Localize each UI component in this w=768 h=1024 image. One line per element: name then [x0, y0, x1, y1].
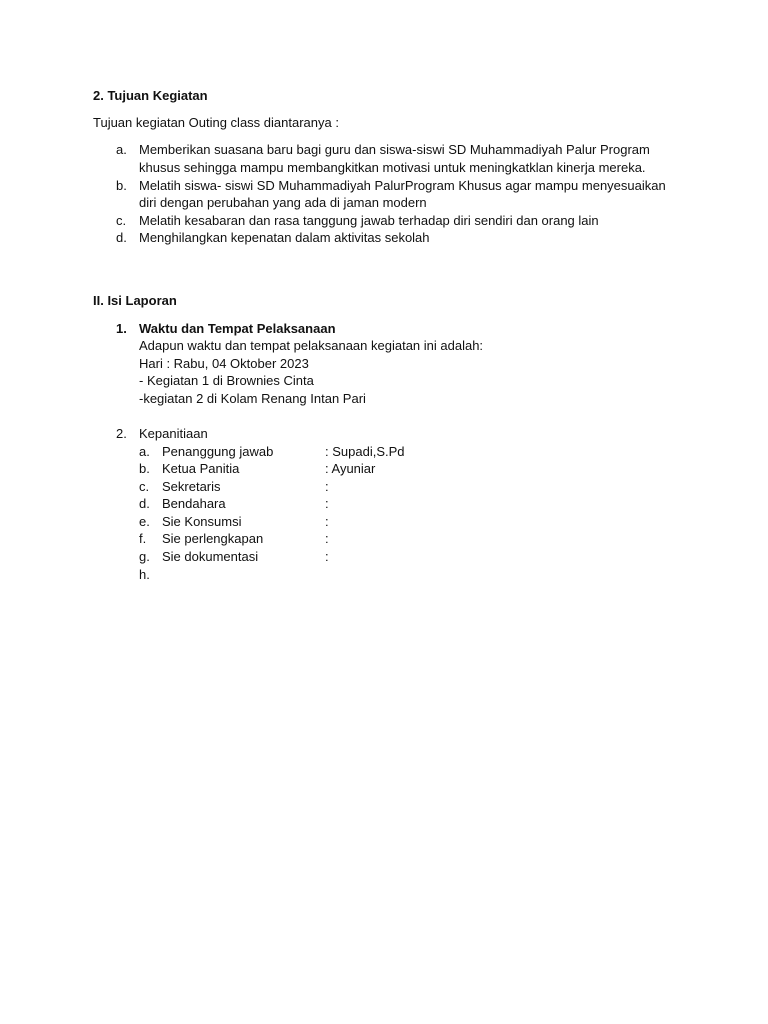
tujuan-intro: Tujuan kegiatan Outing class diantaranya :: [93, 115, 339, 130]
list-marker: b.: [116, 178, 127, 193]
committee-value: :: [325, 531, 329, 546]
list-item-text: Memberikan suasana baru bagi guru dan siswa-siswi SD Muhammadiyah Palur Program: [139, 142, 650, 157]
committee-role: Bendahara: [162, 496, 226, 511]
list-marker: 1.: [116, 321, 127, 336]
list-item-text: Melatih kesabaran dan rasa tanggung jawab terhadap diri sendiri dan orang lain: [139, 213, 599, 228]
list-marker: c.: [139, 479, 150, 494]
waktu-line: Hari : Rabu, 04 Oktober 2023: [139, 356, 309, 371]
section-heading-tujuan: 2. Tujuan Kegiatan: [93, 88, 208, 103]
committee-role: Sie Konsumsi: [162, 514, 242, 529]
list-item-text: diri dengan perubahan yang ada di jaman modern: [139, 195, 427, 210]
waktu-line: -kegiatan 2 di Kolam Renang Intan Pari: [139, 391, 366, 406]
committee-role: Ketua Panitia: [162, 461, 240, 476]
committee-role: Sekretaris: [162, 479, 221, 494]
committee-value: :: [325, 496, 329, 511]
list-marker: a.: [116, 142, 127, 157]
list-marker: b.: [139, 461, 150, 476]
committee-value: :: [325, 479, 329, 494]
committee-role: Sie dokumentasi: [162, 549, 259, 564]
list-marker: f.: [139, 531, 147, 546]
list-marker: g.: [139, 549, 150, 564]
committee-value: :: [325, 549, 329, 564]
committee-role: Penanggung jawab: [162, 444, 274, 459]
list-item-text: Menghilangkan kepenatan dalam aktivitas sekolah: [139, 230, 430, 245]
section-heading-isi-laporan: II. Isi Laporan: [93, 293, 177, 308]
list-item-text: khusus sehingga mampu membangkitkan motivasi untuk meningkatklan kinerja mereka.: [139, 160, 646, 175]
list-item-text: Melatih siswa- siswi SD Muhammadiyah PalurProgram Khusus agar mampu menyesuaikan: [139, 178, 666, 193]
list-marker: h.: [139, 567, 150, 582]
committee-value: :: [325, 514, 329, 529]
committee-role: Sie perlengkapan: [162, 531, 264, 546]
subsection-title-kepanitiaan: Kepanitiaan: [139, 426, 208, 441]
subsection-title-waktu: Waktu dan Tempat Pelaksanaan: [139, 321, 336, 336]
list-marker: c.: [116, 213, 127, 228]
waktu-line: - Kegiatan 1 di Brownies Cinta: [139, 373, 314, 388]
list-marker: e.: [139, 514, 150, 529]
committee-value: : Ayuniar: [325, 461, 376, 476]
waktu-line: Adapun waktu dan tempat pelaksanaan kegiatan ini adalah:: [139, 338, 484, 353]
list-marker: d.: [139, 496, 150, 511]
list-marker: d.: [116, 230, 127, 245]
committee-value: : Supadi,S.Pd: [325, 444, 405, 459]
list-marker: a.: [139, 444, 150, 459]
list-marker: 2.: [116, 426, 127, 441]
